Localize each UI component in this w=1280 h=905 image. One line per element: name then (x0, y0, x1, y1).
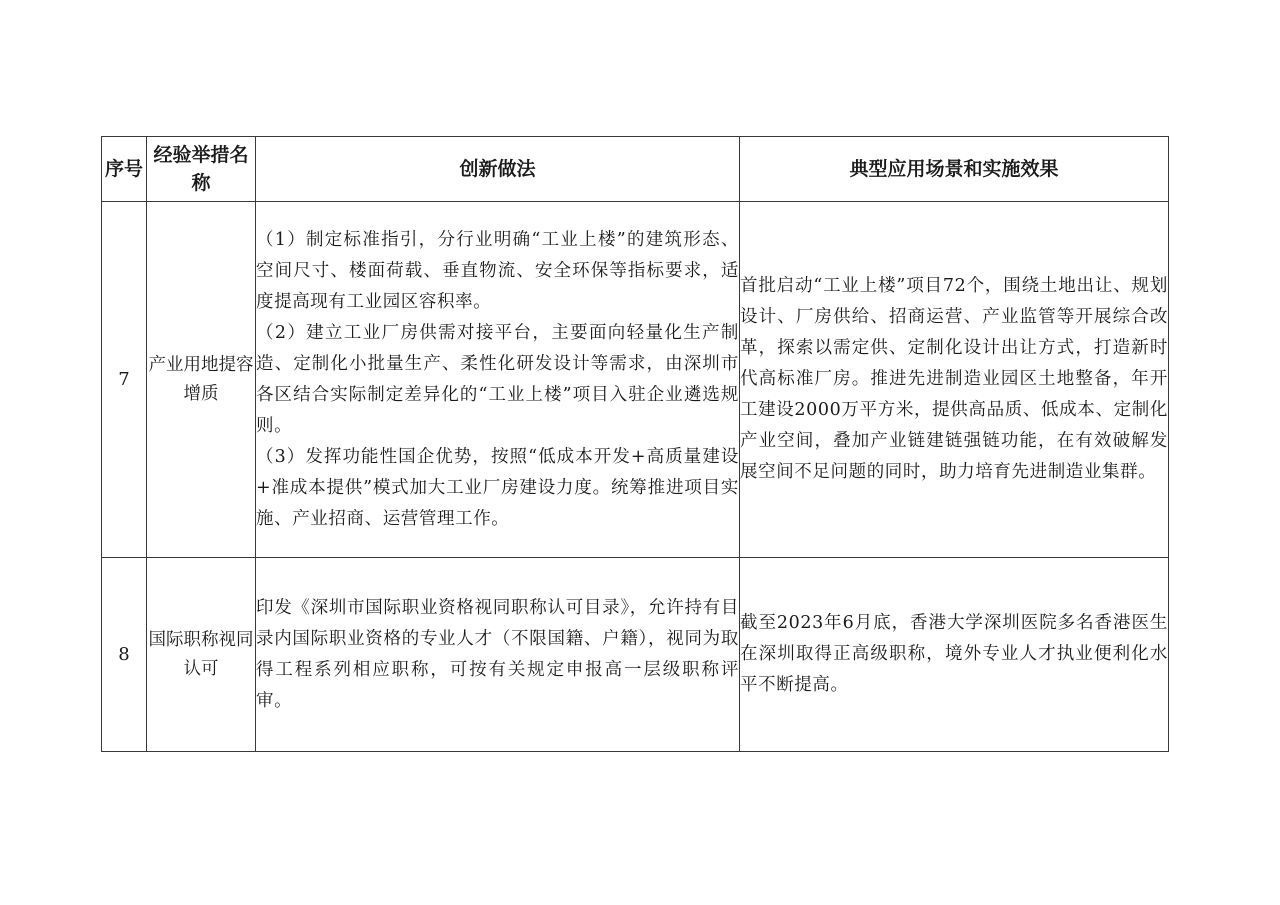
header-serial-number: 序号 (102, 137, 147, 202)
approach-paragraph: （3）发挥功能性国企优势，按照“低成本开发+高质量建设+准成本提供”模式加大工业厂房建设力度。统筹推进项目实施、产业招商、运营管理工作。 (256, 446, 739, 529)
row-measure-name: 国际职称视同认可 (147, 558, 256, 752)
header-application-effect: 典型应用场景和实施效果 (740, 137, 1169, 202)
row-application-effect: 截至2023年6月底，香港大学深圳医院多名香港医生在深圳取得正高级职称，境外专业人才执业便利化水平不断提高。 (740, 558, 1169, 752)
table-header-row (102, 137, 1169, 202)
approach-paragraph: （1）制定标准指引，分行业明确“工业上楼”的建筑形态、空间尺寸、楼面荷载、垂直物流、安全环保等指标要求，适度提高现有工业园区容积率。 (256, 229, 739, 312)
row-serial-number: 8 (102, 558, 147, 752)
table-row (102, 558, 1169, 752)
header-innovative-approach: 创新做法 (256, 137, 740, 202)
row-innovative-approach (256, 202, 740, 558)
approach-paragraph: （2）建立工业厂房供需对接平台，主要面向轻量化生产制造、定制化小批量生产、柔性化研发设计等需求，由深圳市各区结合实际制定差异化的“工业上楼”项目入驻企业遴选规则。 (256, 322, 739, 436)
row-application-effect: 首批启动“工业上楼”项目72个，围绕土地出让、规划设计、厂房供给、招商运营、产业监管等开展综合改革，探索以需定供、定制化设计出让方式，打造新时代高标准厂房。推进先进制造业园区土地整备，年开工建设2000万平方米，提供高品质、低成本、定制化产业空间，叠加产业链建链强链功能，在有效破解发展空间不足问题的同时，助力培育先进制造业集群。 (740, 202, 1169, 558)
row-measure-name: 产业用地提容增质 (147, 202, 256, 558)
measures-table (101, 136, 1169, 752)
table-row (102, 202, 1169, 558)
header-measure-name: 经验举措名称 (147, 137, 256, 202)
row-serial-number: 7 (102, 202, 147, 558)
row-innovative-approach: 印发《深圳市国际职业资格视同职称认可目录》，允许持有目录内国际职业资格的专业人才（不限国籍、户籍），视同为取得工程系列相应职称，可按有关规定申报高一层级职称评审。 (256, 558, 740, 752)
